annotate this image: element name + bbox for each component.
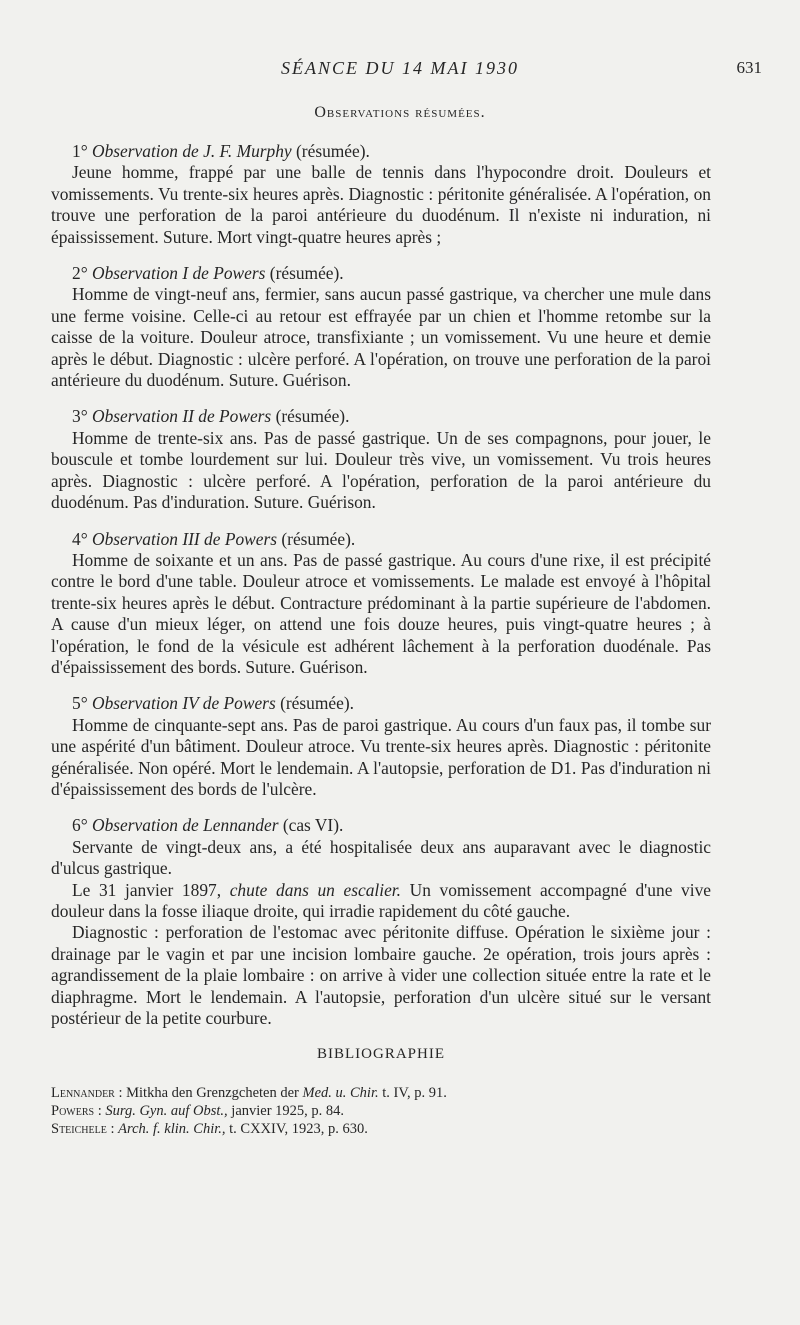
bibliography-text: t. CXXIV, 1923, p. 630. bbox=[225, 1120, 368, 1137]
observation-heading bbox=[51, 815, 711, 836]
bibliography-journal: Surg. Gyn. auf Obst., bbox=[105, 1102, 228, 1119]
observation-1 bbox=[51, 141, 711, 248]
observation-6 bbox=[51, 815, 711, 1029]
bibliography-text: janvier 1925, p. 84. bbox=[227, 1102, 345, 1119]
bibliography-entry bbox=[51, 1102, 711, 1120]
bibliography-title: BIBLIOGRAPHIE bbox=[317, 1046, 445, 1063]
observation-title: Observation de J. F. Murphy bbox=[92, 141, 292, 161]
bibliography-author: Powers bbox=[51, 1102, 95, 1119]
observation-suffix: (résumée). bbox=[281, 528, 356, 549]
bibliography-journal: Arch. f. klin. Chir., bbox=[118, 1120, 226, 1137]
observation-title: Observation de Lennander bbox=[92, 815, 279, 836]
observation-heading bbox=[51, 141, 711, 162]
observation-number: 6° bbox=[72, 815, 88, 836]
observation-number: 2° bbox=[72, 263, 88, 284]
bibliography-author: Steichele bbox=[51, 1120, 107, 1137]
bibliography-entry bbox=[51, 1084, 711, 1102]
bibliography-journal: Med. u. Chir. bbox=[302, 1084, 379, 1101]
observation-text: Diagnostic : perforation de l'estomac avec péritonite diffuse. Opération le sixième jour : drainage par le vagin et par une incision lombaire gauche. 2e opération, trois jours après : agrandissement de la plaie lombaire : on arrive à vider une collection située entre la rate et le diaphragme. Mort le lendemain. A l'autopsie, perforation d'un ulcère situé sur le versant postérieur de la petite courbure. bbox=[51, 922, 711, 1029]
observation-5 bbox=[51, 693, 711, 800]
observation-title: Observation IV de Powers bbox=[92, 693, 276, 714]
section-title: Observations résumées. bbox=[314, 104, 486, 121]
bibliography-text: Mitkha den Grenzgcheten der bbox=[126, 1084, 303, 1101]
observation-number: 3° bbox=[72, 406, 88, 427]
observation-suffix: (cas VI). bbox=[282, 815, 344, 836]
observation-suffix: (résumée). bbox=[275, 406, 350, 427]
observation-heading bbox=[51, 263, 711, 284]
observation-text-emphasis: chute dans un escalier. bbox=[229, 879, 401, 900]
observation-text bbox=[51, 880, 711, 923]
bibliography-text: t. IV, p. 91. bbox=[378, 1084, 447, 1101]
observation-text: Homme de cinquante-sept ans. Pas de paroi gastrique. Au cours d'un faux pas, il tombe sur une aspérité d'un bâtiment. Douleur atroce. Vu trente-six heures après. Diagnostic : péritonite généralisée. Non opéré. Mort le lendemain. A l'autopsie, perforation de D1. Pas d'induration ni d'épaississement des bords de l'ulcère. bbox=[51, 714, 711, 799]
running-header bbox=[0, 58, 800, 82]
observation-suffix: (résumée). bbox=[296, 141, 370, 161]
article-body bbox=[51, 141, 711, 1138]
observation-suffix: (résumée). bbox=[280, 693, 354, 714]
observation-title: Observation I de Powers bbox=[92, 263, 266, 284]
observation-4 bbox=[51, 529, 711, 679]
bibliography-separator: : bbox=[106, 1120, 119, 1137]
observation-number: 1° bbox=[72, 141, 88, 161]
observation-title: Observation II de Powers bbox=[92, 406, 272, 427]
bibliography-separator: : bbox=[94, 1102, 106, 1119]
observation-text-part: Le 31 janvier 1897, bbox=[72, 879, 230, 900]
observation-heading bbox=[51, 693, 711, 714]
observation-suffix: (résumée). bbox=[269, 263, 344, 284]
observation-text: Servante de vingt-deux ans, a été hospitalisée deux ans auparavant avec le diagnostic d'ulcus gastrique. bbox=[51, 836, 711, 879]
observation-text: Homme de vingt-neuf ans, fermier, sans aucun passé gastrique, va chercher une mule dans une ferme voisine. Celle-ci au retour est effrayée par un chien et l'homme retombe sur la caisse de la voiture. Douleur atroce, transfixiante ; un vomissement. Vu une heure et demie après le début. Diagnostic : ulcère perforé. A l'opération, on trouve une perforation de la paroi antérieure du duodénum. Suture. Guérison. bbox=[51, 284, 711, 391]
observation-number: 5° bbox=[72, 693, 88, 714]
observation-number: 4° bbox=[72, 528, 88, 549]
observation-text-part: Un vomissement accompagné d'une vive douleur dans la fosse iliaque droite, qui irradie rapidement du côté gauche. bbox=[51, 879, 711, 921]
bibliography-author: Lennander bbox=[51, 1084, 115, 1101]
observation-heading bbox=[51, 529, 711, 550]
header-title: SÉANCE DU 14 MAI 1930 bbox=[281, 58, 519, 78]
page-number: 631 bbox=[736, 58, 762, 77]
observation-2 bbox=[51, 263, 711, 391]
bibliography-separator: : bbox=[114, 1084, 127, 1101]
observation-3 bbox=[51, 406, 711, 513]
observation-text: Jeune homme, frappé par une balle de tennis dans l'hypocondre droit. Douleurs et vomissements. Vu trente-six heures après. Diagnostic : péritonite généralisée. A l'opération, on trouve une perforation de la paroi antérieure du duodénum. Il n'existe ni induration, ni épaississement. Suture. Mort vingt-quatre heures après ; bbox=[51, 162, 711, 247]
observation-heading bbox=[51, 406, 711, 427]
observation-text: Homme de soixante et un ans. Pas de passé gastrique. Au cours d'une rixe, il est précipité contre le bord d'une table. Douleur atroce et vomissements. Le malade est envoyé à l'hôpital trente-six heures après le début. Contracture prédominant à la partie supérieure de l'abdomen. A cause d'un mieux léger, on attend une fois douze heures, puis vingt-quatre heures ; à l'opération, le fond de la vésicule est adhérent lâchement à la perforation duodénale. Pas d'épaississement des bords. Suture. Guérison. bbox=[51, 549, 711, 677]
observation-text: Homme de trente-six ans. Pas de passé gastrique. Un de ses compagnons, pour jouer, le bouscule et tombe lourdement sur lui. Douleur très vive, un vomissement. Vu trois heures après. Diagnostic : ulcère perforé. A l'opération, perforation de la paroi antérieure du duodénum. Pas d'induration. Suture. Guérison. bbox=[51, 427, 711, 513]
bibliography-entry bbox=[51, 1120, 711, 1138]
observation-title: Observation III de Powers bbox=[92, 528, 277, 549]
